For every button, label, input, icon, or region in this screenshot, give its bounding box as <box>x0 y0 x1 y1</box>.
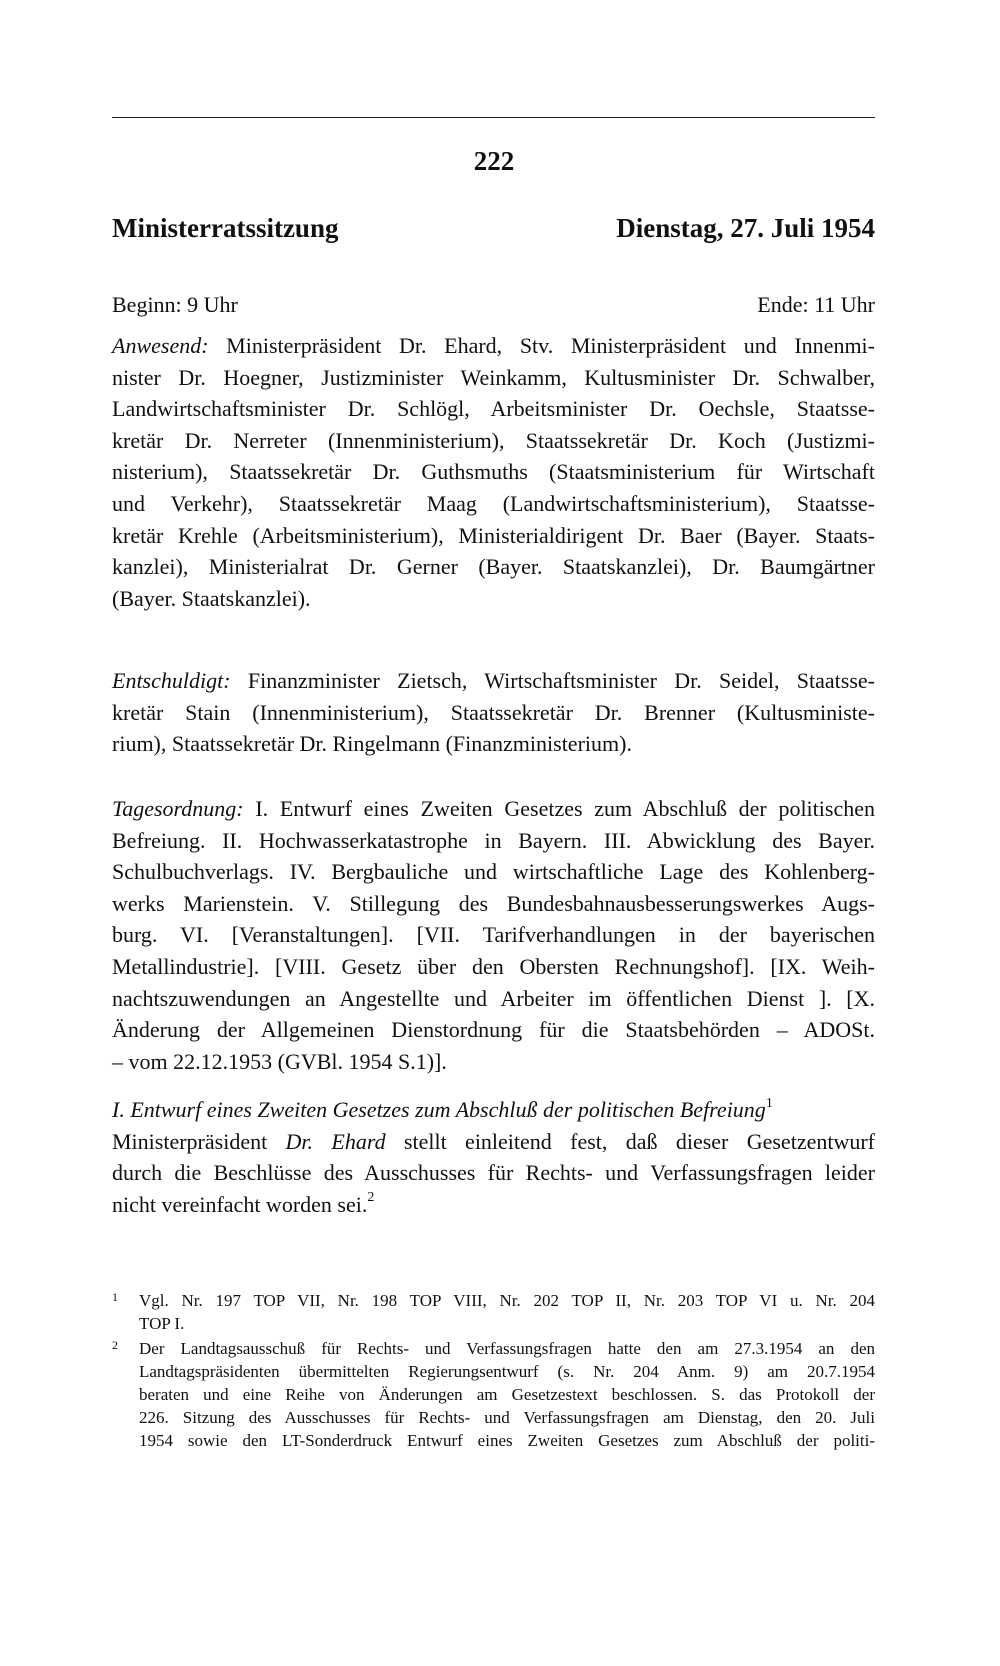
present-line: kretär Krehle (Arbeitsministerium), Ministerialdirigent Dr. Baer (Bayer. Staats- <box>112 522 875 548</box>
present-line: (Bayer. Staatskanzlei). <box>112 585 311 611</box>
footnote-line: 1954 sowie den LT-Sonderdruck Entwurf eines Zweiten Gesetzes zum Abschluß der politi- <box>139 1431 875 1450</box>
agenda-line: Metallindustrie]. [VIII. Gesetz über den Obersten Rechnungshof]. [IX. Weih- <box>112 953 875 979</box>
agenda-line: Tagesordnung: I. Entwurf eines Zweiten Gesetzes zum Abschluß der politischen <box>112 796 875 821</box>
excused-line: Entschuldigt: Finanzminister Zietsch, Wirtschaftsminister Dr. Seidel, Staatsse- <box>112 668 875 693</box>
footnote-line: beraten und eine Reihe von Änderungen am Gesetzestext beschlossen. S. das Protokoll der <box>139 1385 875 1404</box>
section-1-heading: I. Entwurf eines Zweiten Gesetzes zum Abschluß der politischen Befreiung$^1$ <box>112 1095 773 1122</box>
excused-label: Entschuldigt: <box>112 668 231 693</box>
agenda-label: Tagesordnung: <box>112 796 244 821</box>
section-1-line: durch die Beschlüsse des Ausschusses für Rechts- und Verfassungsfragen leider <box>112 1160 875 1186</box>
agenda-line: nachtszuwendungen an Angestellte und Arbeiter im öffentlichen Dienst ]. [X. <box>112 985 875 1011</box>
agenda <box>112 793 875 1077</box>
footnote-number: 1 <box>112 1290 118 1304</box>
present-line: Anwesend: Ministerpräsident Dr. Ehard, Stv. Ministerpräsident und Innenmi- <box>112 333 875 358</box>
footnotes <box>112 1289 875 1452</box>
footnote-ref-1[interactable]: 1 <box>765 1095 773 1111</box>
page-number: 222 <box>473 146 515 176</box>
session-date: Dienstag, 27. Juli 1954 <box>616 213 875 243</box>
session-title: Ministerratssitzung <box>112 213 339 243</box>
agenda-line: werks Marienstein. V. Stillegung des Bundesbahnausbesserungswerkes Augs- <box>112 890 875 916</box>
footnote-ref-2[interactable]: 2 <box>367 1190 375 1206</box>
footnote-number: 2 <box>112 1338 118 1352</box>
present-line: kretär Dr. Nerreter (Innenministerium), Staatssekretär Dr. Koch (Justizmi- <box>112 427 875 453</box>
footnote-line: 226. Sitzung des Ausschusses für Rechts- und Verfassungsfragen am Dienstag, den 20. Juli <box>139 1408 875 1427</box>
present-line: Landwirtschaftsminister Dr. Schlögl, Arbeitsminister Dr. Oechsle, Staatsse- <box>112 396 875 422</box>
present-label: Anwesend: <box>112 333 209 358</box>
section-1 <box>112 1094 875 1220</box>
footnote-2 <box>112 1337 875 1452</box>
agenda-line: burg. VI. [Veranstaltungen]. [VII. Tarifverhandlungen in der bayerischen <box>112 922 875 948</box>
footnote-line: Der Landtagsausschuß für Rechts- und Verfassungsfragen hatte den am 27.3.1954 an den <box>139 1339 875 1358</box>
speaker-name: Dr. Ehard <box>285 1128 386 1154</box>
footnote-line: Vgl. Nr. 197 TOP VII, Nr. 198 TOP VIII, Nr. 202 TOP II, Nr. 203 TOP VI u. Nr. 204 <box>139 1291 875 1310</box>
agenda-line: Änderung der Allgemeinen Dienstordnung für die Staatsbehörden – ADOSt. <box>112 1017 875 1043</box>
session-times <box>112 292 875 318</box>
attendance-excused <box>112 665 875 760</box>
excused-line: kretär Stain (Innenministerium), Staatssekretär Dr. Brenner (Kultusministe- <box>112 699 875 725</box>
begin-time: Beginn: 9 Uhr <box>112 292 238 317</box>
agenda-line: Schulbuchverlags. IV. Bergbauliche und wirtschaftliche Lage des Kohlenberg- <box>112 859 875 885</box>
session-header <box>112 213 875 244</box>
agenda-line: Befreiung. II. Hochwasserkatastrophe in Bayern. III. Abwicklung des Bayer. <box>112 827 875 853</box>
present-line: und Verkehr), Staatssekretär Maag (Landwirtschaftsministerium), Staatsse- <box>112 490 875 516</box>
footnote-1 <box>112 1289 875 1335</box>
footnote-line: Landtagspräsidenten übermittelten Regierungsentwurf (s. Nr. 204 Anm. 9) am 20.7.1954 <box>139 1362 875 1381</box>
excused-line: rium), Staatssekretär Dr. Ringelmann (Finanzministerium). <box>112 731 632 757</box>
present-line: nisterium), Staatssekretär Dr. Guthsmuths (Staatsministerium für Wirtschaft <box>112 459 875 485</box>
end-time: Ende: 11 Uhr <box>757 292 875 317</box>
section-1-line: nicht vereinfacht worden sei.$^2$ <box>112 1190 375 1217</box>
present-line: nister Dr. Hoegner, Justizminister Weinkamm, Kultusminister Dr. Schwalber, <box>112 364 875 390</box>
header-rule <box>112 117 875 118</box>
section-1-line: Ministerpräsident Dr. Ehard stellt einleitend fest, daß dieser Gesetzentwurf <box>112 1128 875 1154</box>
agenda-line: – vom 22.12.1953 (GVBl. 1954 S.1)]. <box>112 1048 447 1074</box>
attendance-present <box>112 330 875 614</box>
present-line: kanzlei), Ministerialrat Dr. Gerner (Bayer. Staatskanzlei), Dr. Baumgärtner <box>112 554 875 580</box>
footnote-line: TOP I. <box>139 1314 185 1333</box>
